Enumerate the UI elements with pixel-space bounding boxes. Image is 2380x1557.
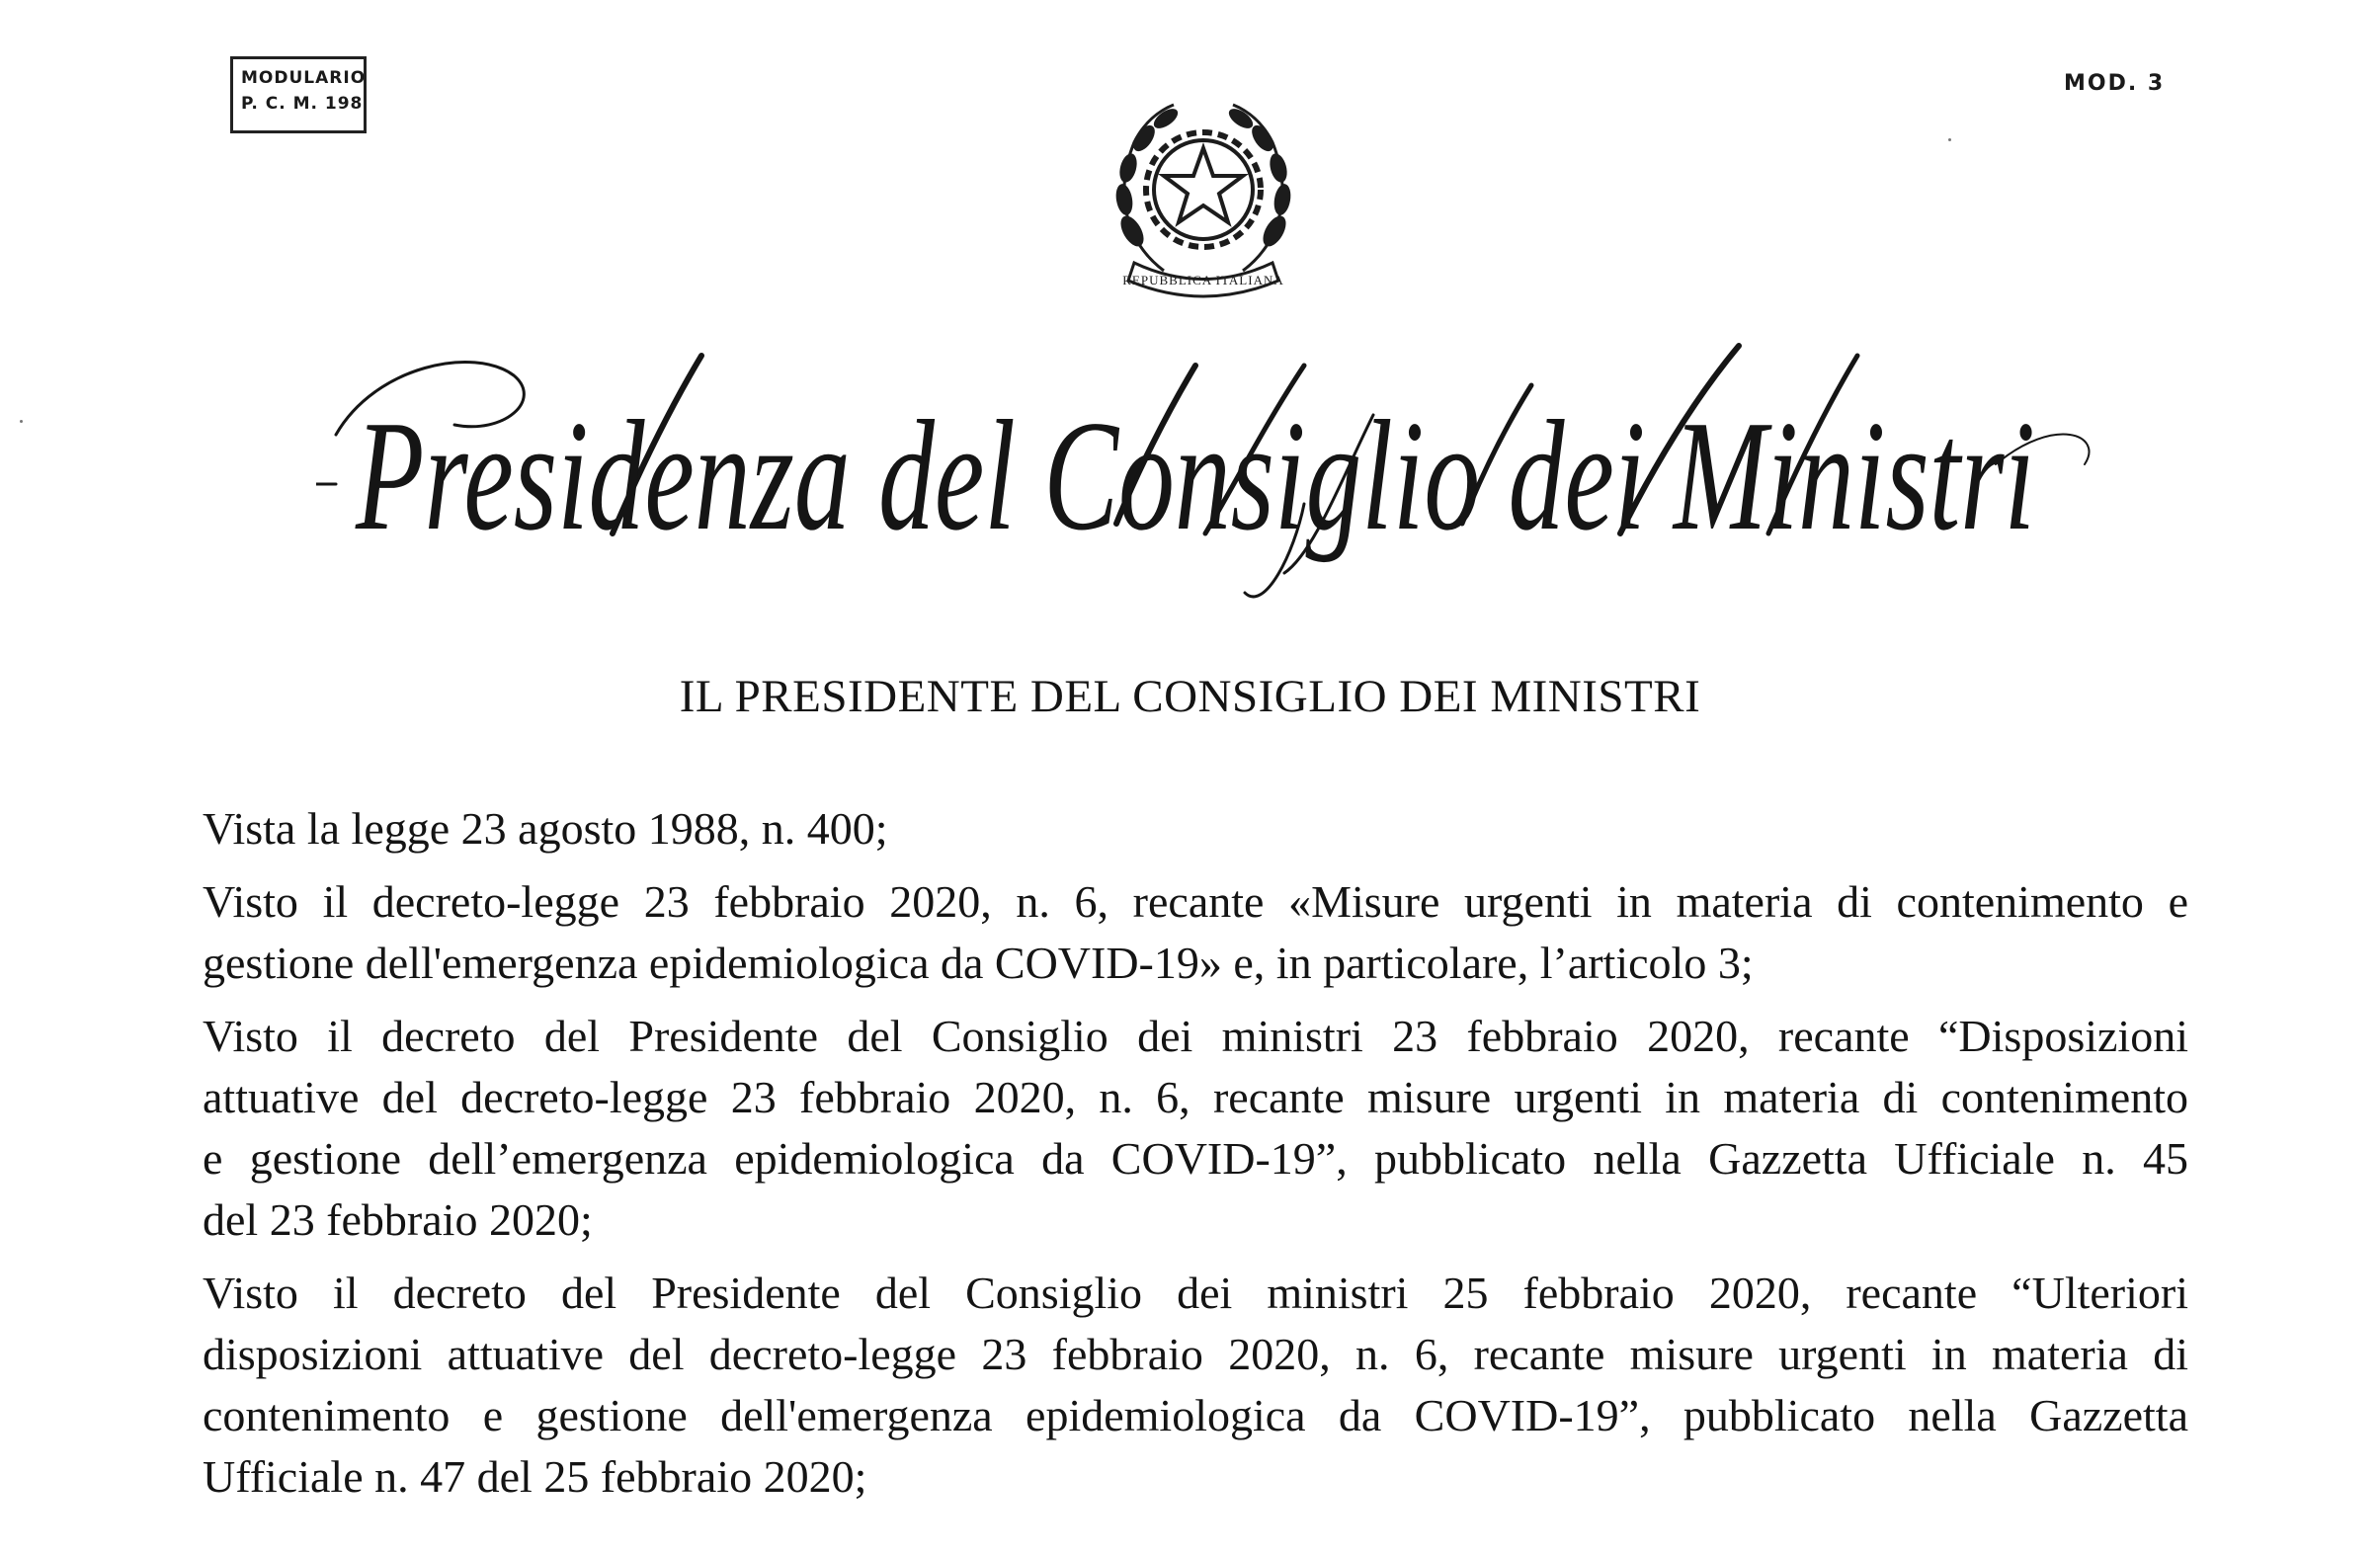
text-line: Visto il decreto-legge 23 febbraio 2020, n. 6, recante «Misure urgenti in materia di contenimento e bbox=[203, 876, 2188, 927]
text-line: Visto il decreto del Presidente del Consiglio dei ministri 25 febbraio 2020, recante “Ulteriori bbox=[203, 1268, 2188, 1318]
text-line: disposizioni attuative del decreto-legge 23 febbraio 2020, n. 6, recante misure urgenti in materia di bbox=[203, 1329, 2188, 1379]
italian-republic-emblem bbox=[1105, 83, 1302, 305]
form-code-box bbox=[230, 56, 367, 133]
document-title: IL PRESIDENTE DEL CONSIGLIO DEI MINISTRI bbox=[679, 671, 1701, 722]
scan-speck bbox=[1948, 138, 1951, 141]
letterhead-script bbox=[316, 326, 2114, 622]
paragraph-dpcm-23-febbraio bbox=[203, 1006, 2188, 1251]
form-code-line-2: P. C. M. 198 bbox=[241, 94, 364, 114]
text-line: Visto il decreto del Presidente del Consiglio dei ministri 23 febbraio 2020, recante “Disposizioni bbox=[203, 1011, 2188, 1061]
model-label: MOD. 3 bbox=[2064, 71, 2166, 96]
emblem-icon bbox=[1105, 83, 1302, 305]
text-line: attuative del decreto-legge 23 febbraio 2020, n. 6, recante misure urgenti in materia di contenimento bbox=[203, 1072, 2188, 1122]
form-code-line-1: MODULARIO bbox=[241, 68, 367, 88]
text-line: gestione dell'emergenza epidemiologica da COVID-19» e, in particolare, l’articolo 3; bbox=[203, 938, 1754, 988]
paragraph-legge-400 bbox=[203, 798, 2188, 860]
letterhead-text: Presidenza del Consiglio dei Ministri bbox=[355, 387, 2035, 563]
text-line: e gestione dell’emergenza epidemiologica da COVID-19”, pubblicato nella Gazzetta Ufficiale n. 45 bbox=[203, 1133, 2188, 1184]
paragraph-dpcm-25-febbraio bbox=[203, 1263, 2188, 1508]
text-line: Vista la legge 23 agosto 1988, n. 400; bbox=[203, 803, 888, 854]
svg-text:REPUBBLICA ITALIANA: REPUBBLICA ITALIANA bbox=[1122, 273, 1284, 287]
scan-speck bbox=[20, 420, 23, 423]
letterhead-calligraphy bbox=[316, 326, 2114, 622]
text-line: Ufficiale n. 47 del 25 febbraio 2020; bbox=[203, 1451, 867, 1502]
document-body bbox=[203, 798, 2188, 1519]
text-line: contenimento e gestione dell'emergenza epidemiologica da COVID-19”, pubblicato nella Gazzetta bbox=[203, 1390, 2188, 1440]
text-line: del 23 febbraio 2020; bbox=[203, 1194, 593, 1245]
paragraph-decreto-legge-6 bbox=[203, 871, 2188, 994]
